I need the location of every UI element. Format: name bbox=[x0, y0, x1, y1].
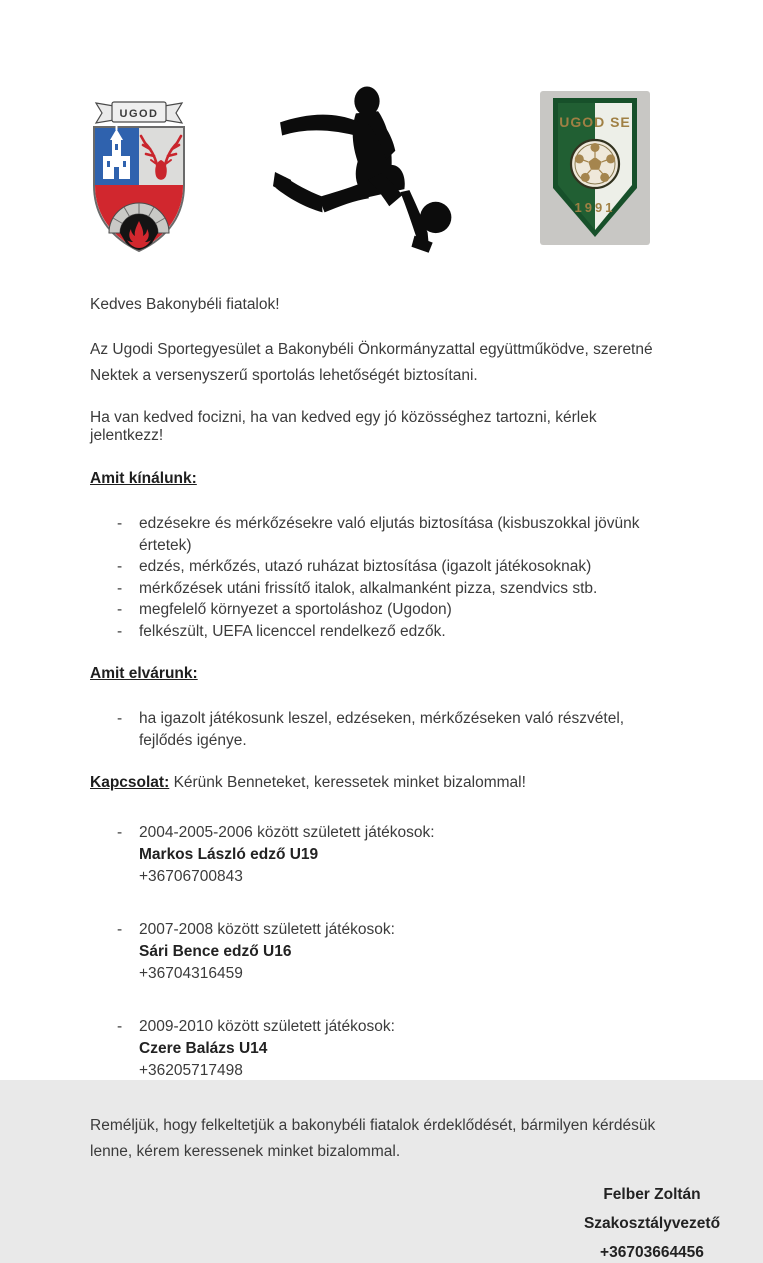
closing-paragraph: Reméljük, hogy felkeltetjük a bakonybéli fiatalok érdeklődését, bármilyen kérdésük lenne, kérem keressenek minket bizalommal. bbox=[90, 1117, 656, 1160]
list-item bbox=[90, 578, 673, 600]
banner-text: UGOD bbox=[119, 108, 159, 120]
greeting-line: Kedves Bakonybéli fiatalok! bbox=[90, 296, 280, 313]
list-item-text: mérkőzések utáni frissítő italok, alkalmanként pizza, szendvics stb. bbox=[139, 579, 598, 597]
expect-section-title: Amit elvárunk: bbox=[90, 665, 198, 682]
coach-name: Sári Bence edző U16 bbox=[139, 943, 292, 960]
banner-ribbon bbox=[96, 102, 182, 123]
coach-phone: +36704316459 bbox=[139, 965, 243, 982]
list-item-text: megfelelő környezet a sportoláshoz (Ugodon) bbox=[139, 601, 452, 618]
dash-bullet: - bbox=[117, 558, 123, 575]
ugod-se-pennant-image bbox=[540, 91, 650, 245]
contact-label: Kapcsolat: bbox=[90, 774, 170, 791]
dash-bullet: - bbox=[117, 579, 123, 597]
coach-phone: +36205717498 bbox=[139, 1062, 243, 1079]
expect-list bbox=[90, 708, 673, 751]
offer-section-title: Amit kínálunk: bbox=[90, 470, 197, 487]
age-group-text: 2009-2010 között született játékosok: bbox=[139, 1018, 395, 1035]
list-item-text: edzésekre és mérkőzésekre való eljutás biztosítása (kisbuszokkal jövünk értetek) bbox=[139, 515, 640, 554]
list-item-text: edzés, mérkőzés, utazó ruházat biztosítása (igazolt játékosoknak) bbox=[139, 558, 592, 575]
signature-phone: +36703664456 bbox=[600, 1244, 704, 1261]
dash-bullet: - bbox=[117, 622, 123, 640]
dash-bullet: - bbox=[117, 710, 123, 727]
soccer-player-silhouette-image bbox=[273, 84, 463, 271]
age-group-text: 2007-2008 között született játékosok: bbox=[139, 921, 395, 938]
signature-block bbox=[542, 1185, 762, 1263]
contact-group-u19 bbox=[90, 822, 673, 888]
ugod-coat-of-arms-image bbox=[88, 93, 190, 253]
age-group-text: 2004-2005-2006 között született játékosok: bbox=[139, 824, 435, 841]
dash-bullet: - bbox=[117, 601, 123, 618]
letter-body bbox=[0, 270, 763, 1263]
coach-name: Markos László edző U19 bbox=[139, 846, 319, 863]
intro-paragraph: Az Ugodi Sportegyesület a Bakonybéli Önkormányzattal együttműködve, szeretné Nektek a versenyszerű sportolás lehetőségét biztosítani. bbox=[90, 341, 653, 384]
shield bbox=[94, 123, 184, 251]
pennant-club-name: UGOD SE bbox=[559, 114, 631, 130]
pennant-year: 1991 bbox=[574, 200, 616, 215]
list-item bbox=[90, 513, 673, 556]
list-item bbox=[90, 599, 673, 621]
coach-name: Czere Balázs U14 bbox=[139, 1040, 268, 1057]
header-artwork bbox=[0, 0, 763, 270]
offer-list bbox=[90, 513, 673, 642]
dash-bullet: - bbox=[117, 515, 123, 532]
invite-paragraph: Ha van kedved focizni, ha van kedved egy jó közösséghez tartozni, kérlek jelentkezz! bbox=[90, 409, 597, 444]
dash-bullet: - bbox=[117, 824, 123, 841]
dash-bullet: - bbox=[117, 921, 123, 938]
signature-role: Szakosztályvezető bbox=[583, 1215, 721, 1232]
dash-bullet: - bbox=[117, 1018, 123, 1035]
list-item bbox=[90, 621, 673, 643]
list-item bbox=[90, 708, 673, 751]
contact-text: Kérünk Benneteket, keressetek minket bizalommal! bbox=[173, 774, 526, 791]
list-item bbox=[90, 556, 673, 578]
list-item-text: ha igazolt játékosunk leszel, edzéseken, mérkőzéseken való részvétel, fejlődés igénye. bbox=[139, 710, 625, 749]
football-icon bbox=[420, 202, 451, 233]
contact-group-u14 bbox=[90, 1016, 673, 1082]
coach-phone: +36706700843 bbox=[139, 868, 243, 885]
pennant-football-emblem bbox=[571, 140, 619, 188]
contact-group-u16 bbox=[90, 919, 673, 985]
contact-intro-line bbox=[90, 774, 673, 792]
signature-name: Felber Zoltán bbox=[603, 1186, 701, 1203]
list-item-text: felkészült, UEFA licenccel rendelkező edzők. bbox=[139, 622, 446, 640]
